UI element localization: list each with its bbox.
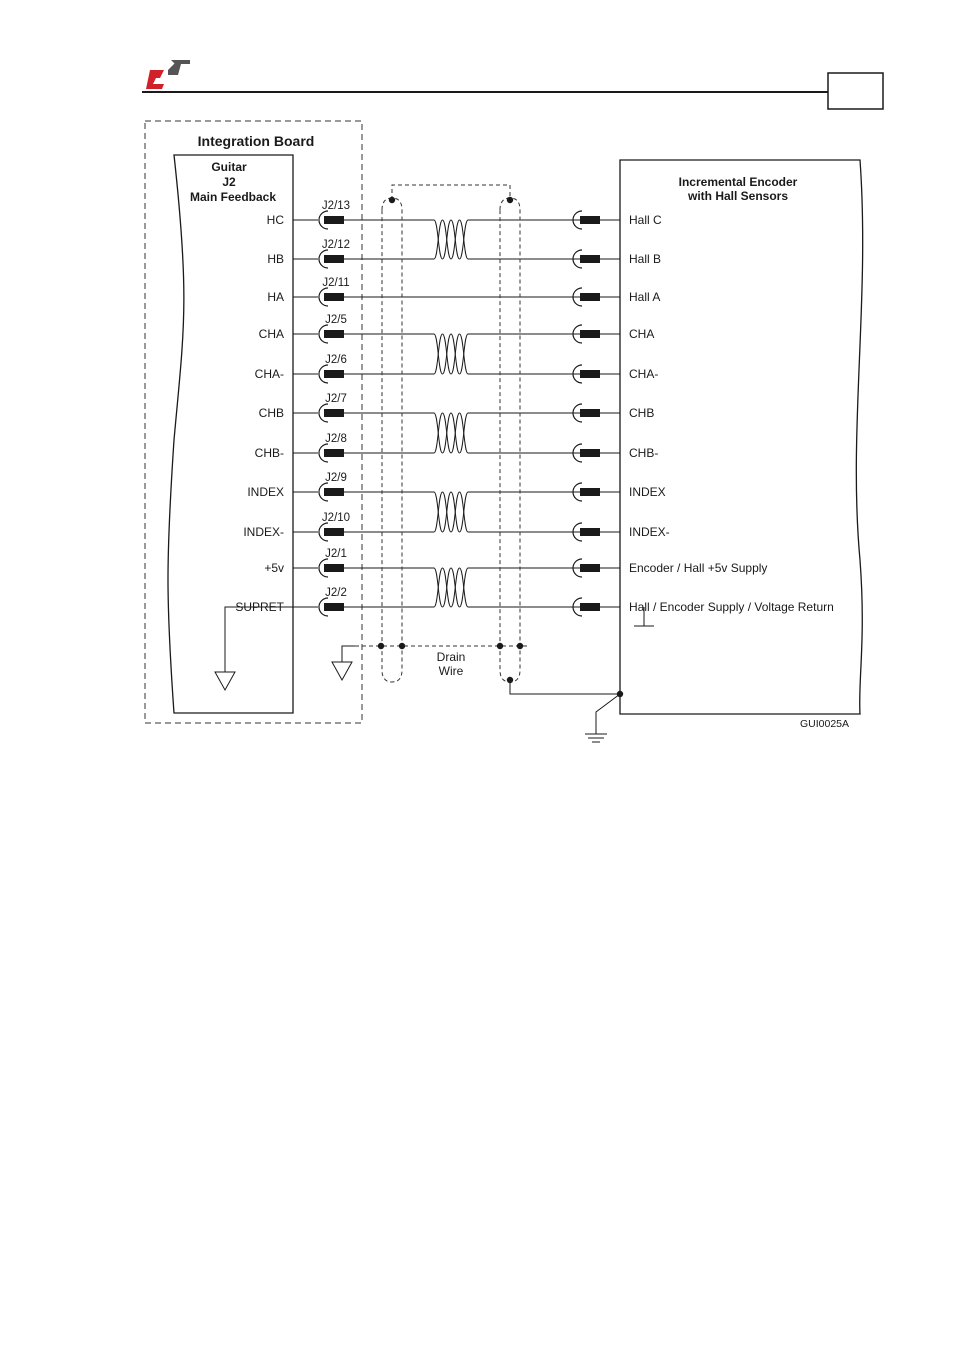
right-signal-label: INDEX- [629,525,670,539]
left-signal-label: +5v [264,561,284,575]
right-signal-label: CHA- [629,367,659,381]
right-signal-label: Hall C [629,213,662,227]
pin-block-icon [580,449,600,457]
pin-block-icon [324,528,344,536]
pin-block-icon [324,293,344,301]
pin-label: J2/13 [321,200,351,212]
right-signal-label: INDEX [629,485,666,499]
pin-label: J2/7 [325,393,347,405]
pin-block-icon [324,255,344,263]
left-signal-label: CHB- [254,446,284,460]
right-signal-label: CHA [629,327,655,341]
encoder-box [620,160,863,714]
figure-reference: GUI0025A [800,718,850,730]
pin-label: J2/8 [325,433,347,445]
pin-block-icon [324,330,344,338]
twisted-pair-icon [434,492,468,532]
drain-wire-label-2: Wire [438,664,464,678]
pin-block-icon [580,216,600,224]
pin-block-icon [324,564,344,572]
encoder-title-line1: Incremental Encoder [678,175,798,189]
left-signal-label: CHA- [254,367,284,381]
pin-label: J2/1 [325,548,347,560]
left-signal-label: HA [267,290,284,304]
right-signal-label: CHB- [629,446,659,460]
pin-label: J2/11 [322,277,350,289]
pin-block-icon [580,293,600,301]
left-signal-label: CHB [258,406,284,420]
shield-junction-dots [378,197,623,697]
guitar-connector-box [168,155,293,713]
left-signal-label: CHA [258,327,284,341]
left-signal-label: INDEX- [243,525,284,539]
twisted-pair-icon [434,568,468,607]
pin-block-icon [324,370,344,378]
pin-block-icon [324,449,344,457]
pin-label: J2/10 [321,512,351,524]
right-signal-label: Encoder / Hall +5v Supply [629,561,768,575]
left-signal-label: HC [266,213,284,227]
right-signal-label: Hall / Encoder Supply / Voltage Return [629,600,834,614]
twisted-pair-icon [434,413,468,453]
drain-wire-label-1: Drain [436,650,466,664]
pin-block-icon [580,564,600,572]
j2-title: J2 [222,175,236,189]
left-signal-label: HB [267,252,284,266]
pin-block-icon [580,528,600,536]
right-signal-label: CHB [629,406,655,420]
left-signal-label: SUPRET [235,600,284,614]
main-feedback-title: Main Feedback [189,190,277,204]
encoder-title-line2: with Hall Sensors [687,189,789,203]
company-logo [146,60,190,89]
twisted-pair-icon [434,334,468,374]
pin-label: J2/2 [325,587,347,599]
twisted-pair-icon [434,492,468,532]
twisted-pair-icon [434,334,468,374]
pin-block-icon [580,409,600,417]
twisted-pair-icon [434,220,468,259]
pin-block-icon [580,330,600,338]
pin-block-icon [580,255,600,263]
left-signal-label: INDEX [247,485,284,499]
pin-label: J2/5 [325,314,347,326]
pin-label: J2/6 [325,354,347,366]
right-signal-label: Hall A [629,290,661,304]
pin-block-icon [324,409,344,417]
pin-block-icon [324,488,344,496]
integration-board-title: Integration Board [197,133,315,149]
guitar-title: Guitar [211,160,247,174]
pin-label: J2/9 [325,472,347,484]
pin-label: J2/12 [321,239,351,251]
pin-block-icon [324,603,344,611]
twisted-pair-icon [434,413,468,453]
twisted-pair-icon [434,568,468,607]
pin-block-icon [580,603,600,611]
pin-block-icon [580,370,600,378]
right-signal-label: Hall B [629,252,662,266]
pin-block-icon [580,488,600,496]
pin-block-icon [324,216,344,224]
twisted-pair-icon [434,220,468,259]
page-number-box [828,73,883,109]
